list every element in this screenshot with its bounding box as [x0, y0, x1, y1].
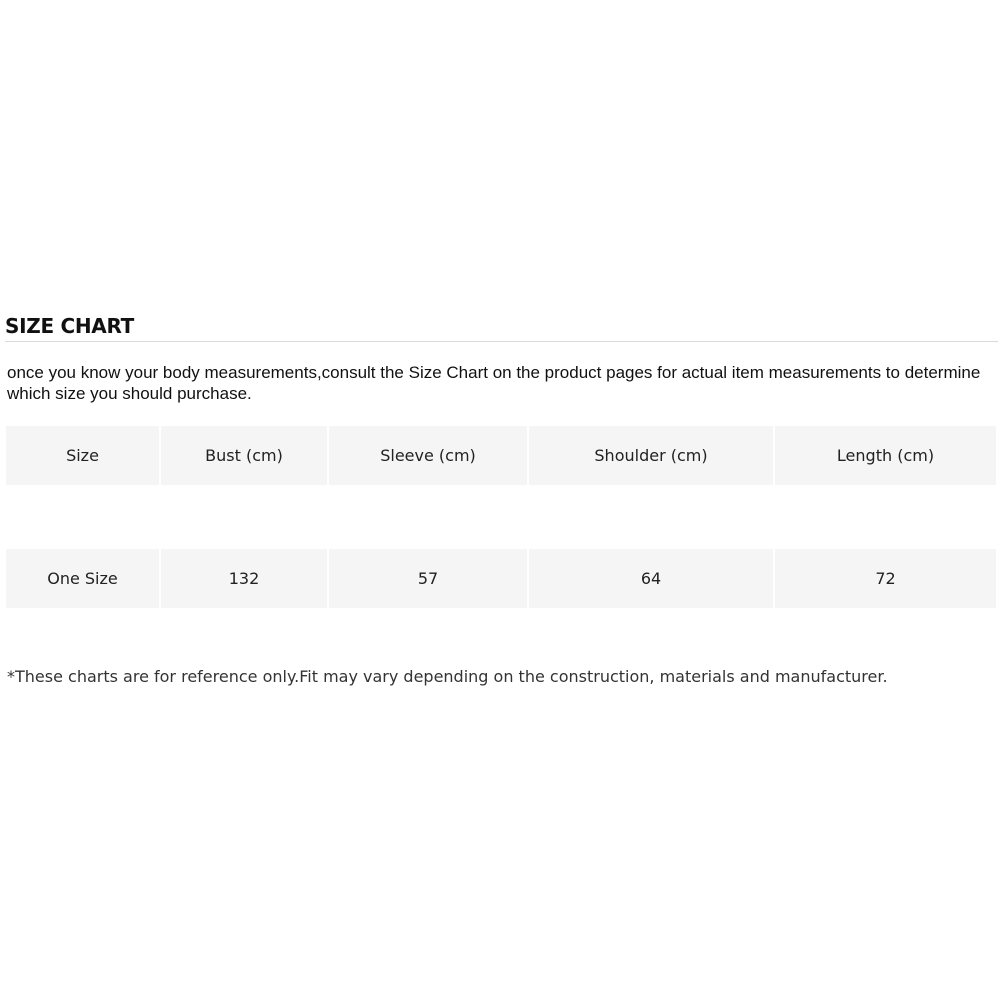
cell-length-value: 72 [775, 549, 996, 608]
title-divider [5, 341, 998, 342]
intro-text: once you know your body measurements,consult the Size Chart on the product pages for actual item measurements to determine which size you should purchase. [7, 363, 981, 403]
reference-note: *These charts are for reference only.Fit may vary depending on the construction, materials and manufacturer. [7, 667, 888, 686]
size-table-header-row [6, 426, 996, 485]
table-row [6, 549, 996, 608]
header-cell-length: Length (cm) [775, 426, 996, 485]
header-cell-shoulder: Shoulder (cm) [529, 426, 773, 485]
page-title: SIZE CHART [5, 314, 135, 338]
cell-shoulder-value: 64 [529, 549, 773, 608]
cell-size-value: One Size [6, 549, 159, 608]
cell-bust-value: 132 [161, 549, 327, 608]
header-cell-sleeve: Sleeve (cm) [329, 426, 527, 485]
cell-sleeve-value: 57 [329, 549, 527, 608]
header-cell-bust: Bust (cm) [161, 426, 327, 485]
header-cell-size: Size [6, 426, 159, 485]
